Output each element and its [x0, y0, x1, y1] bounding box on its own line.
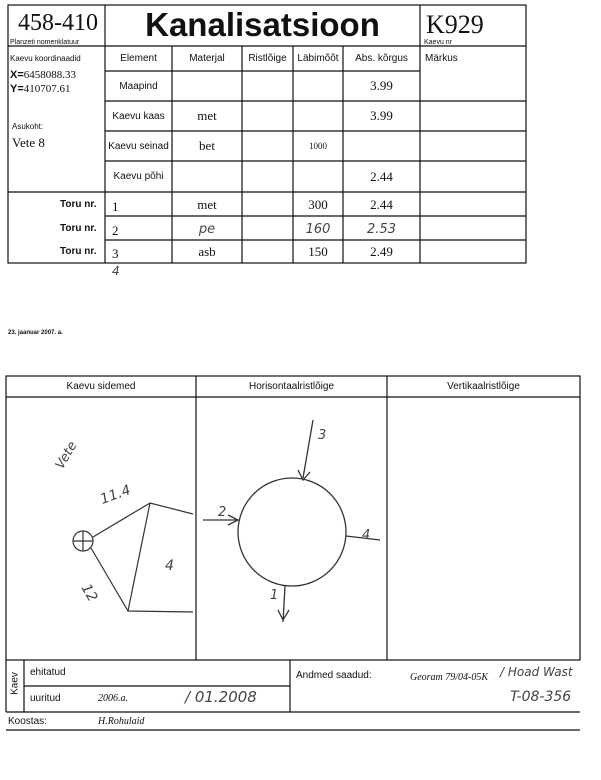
row-element-ground: Maapind — [119, 80, 158, 92]
col-header-diameter: Läbimõõt — [297, 53, 339, 64]
footer-side-label: Kaev — [9, 672, 21, 695]
data-source-label: Andmed saadud: — [296, 670, 372, 681]
pipe-2-number: 2 — [112, 223, 119, 238]
surveyed-year: 2006.a. — [98, 693, 128, 704]
col-title-vertical-section: Vertikaalristlõige — [447, 381, 520, 392]
date-note: 23. jaanuar 2007. a. — [8, 330, 63, 336]
col-title-horizontal-section: Horisontaalristlõige — [248, 381, 335, 392]
row-walls-material: bet — [199, 138, 215, 153]
well-id-caption: Kaevu nr — [424, 39, 453, 46]
well-id: K929 — [426, 10, 484, 39]
data-source-handwritten-2: T-08-356 — [510, 689, 572, 705]
pipe-2-material: pe — [198, 221, 216, 237]
col-title-connections: Kaevu sidemed — [66, 381, 136, 392]
pipe-handwritten-note: 4 — [112, 264, 120, 278]
pipe-1-material: met — [197, 197, 217, 212]
pipe-3-diameter: 150 — [308, 244, 328, 259]
pipe-1-number: 1 — [112, 199, 119, 214]
map-number-caption: Planzeti nomenklatuur — [10, 39, 80, 46]
pipe-3-label: Toru nr. — [60, 246, 97, 257]
pipe-2-diameter: 160 — [305, 221, 331, 237]
pipe-3-material: asb — [198, 244, 216, 259]
hsection-pipe-3: 3 — [318, 428, 327, 443]
pipe-3-number: 3 — [112, 246, 119, 261]
map-number: 458-410 — [18, 10, 98, 36]
horizontal-section-sketch — [203, 420, 380, 622]
sketch-distance-a: 11.4 — [98, 482, 133, 508]
surveyed-handwritten: / 01.2008 — [185, 688, 257, 706]
y-label: Y= — [10, 83, 24, 95]
row-lid-elevation: 3.99 — [370, 108, 393, 123]
col-header-cross-section: Ristlõige — [248, 53, 287, 64]
pipe-1-diameter: 300 — [308, 197, 328, 212]
sketch-street-label: Vete — [52, 439, 81, 472]
coords-caption: Kaevu koordinaadid — [10, 54, 81, 63]
author-label: Koostas: — [8, 716, 47, 727]
sketch-distance-b: 4 — [165, 558, 174, 574]
hsection-pipe-4: 4 — [362, 528, 371, 543]
row-element-bottom: Kaevu põhi — [113, 171, 164, 182]
x-value: 6458088.33 — [23, 69, 77, 81]
data-source-value: Georam 79/04-05K — [410, 672, 489, 683]
remarks-header: Märkus — [425, 53, 458, 64]
pipe-2-label: Toru nr. — [60, 223, 97, 234]
y-value: 410707.61 — [23, 83, 71, 95]
location-value: Vete 8 — [12, 135, 45, 150]
hsection-pipe-2: 2 — [218, 505, 227, 520]
pipe-1-elevation: 2.44 — [370, 197, 393, 212]
row-element-lid: Kaevu kaas — [112, 110, 165, 122]
location-caption: Asukoht: — [12, 122, 44, 131]
built-label: ehitatud — [30, 667, 66, 678]
x-coordinate — [10, 69, 76, 81]
page-title: Kanalisatsioon — [145, 6, 380, 43]
y-coordinate — [10, 83, 71, 95]
hsection-pipe-1: 1 — [270, 588, 279, 603]
author-value: H.Rohulaid — [98, 716, 145, 727]
row-bottom-elevation: 2.44 — [370, 168, 393, 184]
row-ground-elevation: 3.99 — [370, 78, 393, 93]
row-walls-diameter: 1000 — [309, 141, 327, 151]
data-source-handwritten-1: / Hoad Wast — [500, 665, 573, 679]
x-label: X= — [10, 69, 24, 81]
row-lid-material: met — [197, 108, 217, 123]
col-header-material: Materjal — [189, 53, 225, 64]
col-header-elevation: Abs. kõrgus — [355, 53, 408, 64]
pipe-3-elevation: 2.49 — [370, 244, 393, 259]
row-element-walls: Kaevu seinad — [108, 140, 169, 152]
pipe-2-elevation: 2.53 — [367, 221, 396, 237]
surveyed-label: uuritud — [30, 693, 61, 704]
col-header-element: Element — [120, 53, 157, 64]
pipe-1-label: Toru nr. — [60, 199, 97, 210]
sketch-distance-c: 12 — [77, 581, 101, 605]
